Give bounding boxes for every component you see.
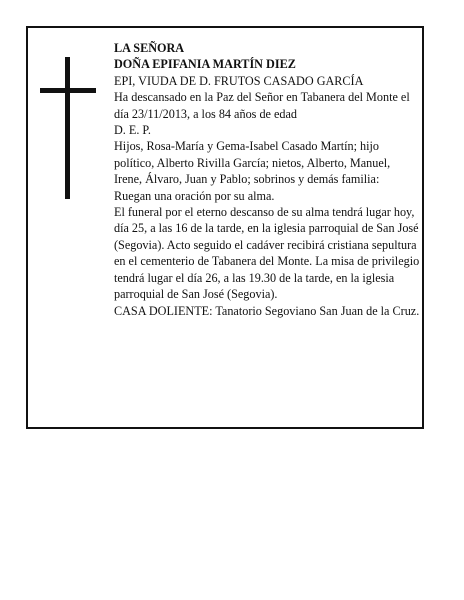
obituary-notice [26, 26, 424, 429]
cross-vertical-bar [65, 57, 70, 199]
cross-horizontal-bar [40, 88, 96, 93]
rest-in-peace: D. E. P. [114, 123, 151, 138]
death-announcement: Ha descansado en la Paz del Señor en Tabanera del Monte el día 23/11/2013, a los 84 años de edad [114, 90, 410, 121]
family-list: Hijos, Rosa-María y Gema-Isabel Casado Martín; hijo político, Alberto Rivilla García; nietos, Alberto, Manuel, Irene, Álvaro, Juan y Pablo; sobrinos y demás familia: [114, 139, 391, 187]
funeral-details: El funeral por el eterno descanso de su alma tendrá lugar hoy, día 25, a las 16 de la tarde, en la iglesia parroquial de San José (Segovia). Acto seguido el cadáver recibirá cristiana sepultura en el cementerio de Tabanera del Monte. La misa de privilegio tendrá lugar el día 26, a las 19.30 de la tarde, en la iglesia parroquial de San José (Segovia). [114, 205, 420, 302]
obituary-text [114, 40, 420, 319]
notice-heading: LA SEÑORA [114, 41, 185, 55]
deceased-name: DOÑA EPIFANIA MARTÍN DIEZ [114, 57, 296, 72]
cross-icon [40, 57, 96, 199]
mourning-house: CASA DOLIENTE: Tanatorio Segoviano San Juan de la Cruz. [114, 303, 420, 318]
prayer-request: Ruegan una oración por su alma. [114, 188, 275, 203]
deceased-subtitle: EPI, VIUDA DE D. FRUTOS CASADO GARCÍA [114, 73, 364, 88]
